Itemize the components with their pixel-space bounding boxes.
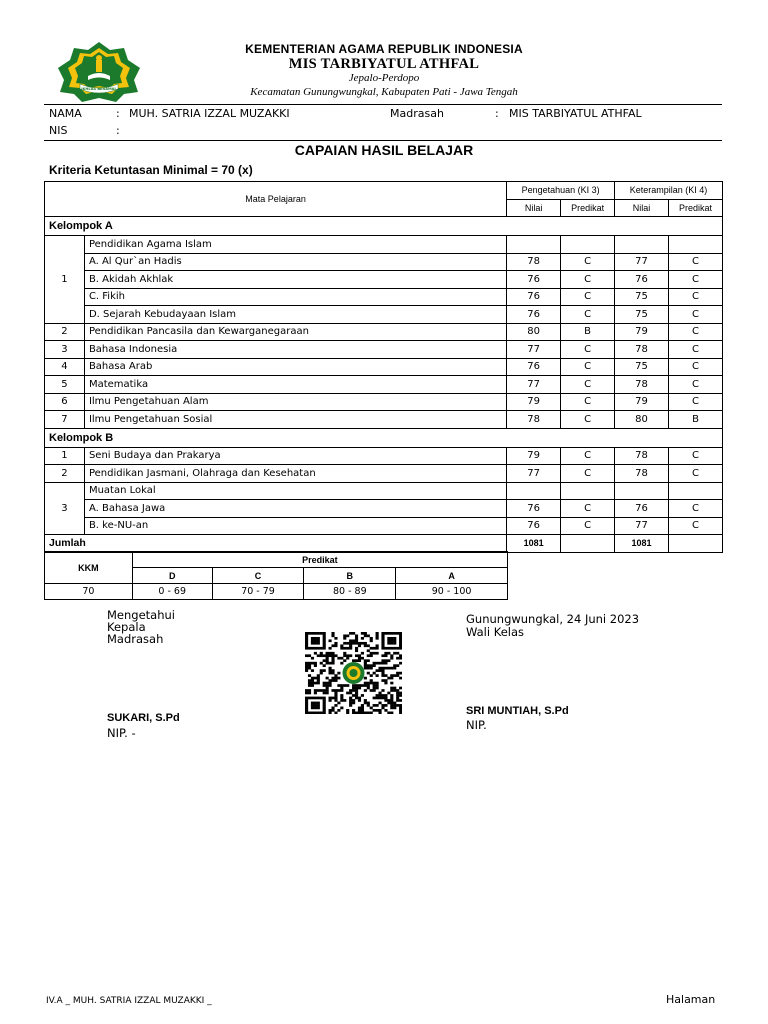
ki3-predikat: C bbox=[561, 411, 615, 429]
ki3-nilai: 78 bbox=[507, 411, 561, 429]
ki4-predikat: B bbox=[669, 411, 723, 429]
ki4-header: Keterampilan (KI 4) bbox=[615, 182, 723, 200]
subject-name: Pendidikan Pancasila dan Kewarganegaraan bbox=[84, 323, 506, 341]
village-name: Jepalo-Perdopo bbox=[348, 72, 420, 84]
jumlah-ki3-predikat bbox=[561, 535, 615, 553]
grade-letter-a: A bbox=[396, 568, 508, 584]
ki4-predikat bbox=[669, 482, 723, 500]
subject-name: B. Akidah Akhlak bbox=[84, 271, 506, 289]
ki3-nilai bbox=[507, 482, 561, 500]
ki3-predikat-header: Predikat bbox=[561, 199, 615, 217]
subject-name: Ilmu Pengetahuan Alam bbox=[84, 393, 506, 411]
table-row bbox=[45, 253, 723, 271]
ki3-predikat: C bbox=[561, 253, 615, 271]
ki4-nilai: 76 bbox=[615, 500, 669, 518]
nama-sep: : bbox=[116, 107, 120, 120]
ki3-predikat: C bbox=[561, 517, 615, 535]
row-number: 2 bbox=[45, 465, 85, 483]
ki3-predikat: C bbox=[561, 358, 615, 376]
ki4-predikat: C bbox=[669, 447, 723, 465]
ki4-nilai: 78 bbox=[615, 465, 669, 483]
grade-letter-d: D bbox=[132, 568, 212, 584]
ki3-predikat: C bbox=[561, 447, 615, 465]
ki3-predikat: C bbox=[561, 376, 615, 394]
predikat-header: Predikat bbox=[132, 552, 507, 568]
ki4-predikat: C bbox=[669, 323, 723, 341]
madrasah-sep: : bbox=[495, 107, 499, 120]
subject-name: B. ke-NU-an bbox=[84, 517, 506, 535]
table-row bbox=[45, 517, 723, 535]
subject-name: Muatan Lokal bbox=[84, 482, 506, 500]
ki3-nilai: 77 bbox=[507, 341, 561, 359]
ki4-nilai: 79 bbox=[615, 393, 669, 411]
subject-name: Ilmu Pengetahuan Sosial bbox=[84, 411, 506, 429]
ki3-predikat: C bbox=[561, 271, 615, 289]
ki4-predikat: C bbox=[669, 306, 723, 324]
subject-name: Pendidikan Jasmani, Olahraga dan Kesehatan bbox=[84, 465, 506, 483]
mengetahui-text: Mengetahui bbox=[107, 608, 175, 622]
table-row bbox=[45, 341, 723, 359]
group-b-label: Kelompok B bbox=[45, 428, 723, 447]
ki3-nilai: 77 bbox=[507, 376, 561, 394]
grade-range-a: 90 - 100 bbox=[396, 584, 508, 600]
ki3-predikat: C bbox=[561, 306, 615, 324]
ki4-predikat: C bbox=[669, 500, 723, 518]
table-row bbox=[45, 271, 723, 289]
report-title: CAPAIAN HASIL BELAJAR bbox=[294, 142, 474, 158]
jumlah-label: Jumlah bbox=[45, 535, 507, 553]
ki4-predikat: C bbox=[669, 358, 723, 376]
subject-name: A. Al Qur`an Hadis bbox=[84, 253, 506, 271]
subject-name: Bahasa Arab bbox=[84, 358, 506, 376]
ki3-nilai: 76 bbox=[507, 271, 561, 289]
table-row bbox=[45, 358, 723, 376]
row-number: 3 bbox=[45, 482, 85, 535]
jumlah-ki3: 1081 bbox=[507, 535, 561, 553]
table-row bbox=[45, 447, 723, 465]
table-row bbox=[45, 323, 723, 341]
madrasah-text: Madrasah bbox=[107, 632, 164, 646]
row-number: 1 bbox=[45, 447, 85, 465]
subject-name: C. Fikih bbox=[84, 288, 506, 306]
ki3-predikat: C bbox=[561, 393, 615, 411]
ki4-nilai: 78 bbox=[615, 341, 669, 359]
table-row bbox=[45, 482, 723, 500]
grade-letter-c: C bbox=[212, 568, 304, 584]
ki3-nilai: 76 bbox=[507, 517, 561, 535]
grade-range-b: 80 - 89 bbox=[304, 584, 396, 600]
header-divider-top bbox=[44, 104, 722, 105]
ki3-nilai: 79 bbox=[507, 447, 561, 465]
subject-name: A. Bahasa Jawa bbox=[84, 500, 506, 518]
ki3-nilai: 80 bbox=[507, 323, 561, 341]
table-row bbox=[45, 393, 723, 411]
ki4-nilai bbox=[615, 236, 669, 254]
madrasah-label: Madrasah bbox=[390, 107, 444, 120]
grade-range-d: 0 - 69 bbox=[132, 584, 212, 600]
ki4-predikat: C bbox=[669, 465, 723, 483]
ki3-predikat bbox=[561, 236, 615, 254]
ki4-nilai: 75 bbox=[615, 306, 669, 324]
subject-name: Matematika bbox=[84, 376, 506, 394]
ki3-predikat: C bbox=[561, 500, 615, 518]
ki3-nilai-header: Nilai bbox=[507, 199, 561, 217]
place-date: Gunungwungkal, 24 Juni 2023 bbox=[466, 612, 640, 626]
ki3-nilai: 77 bbox=[507, 465, 561, 483]
ki4-predikat: C bbox=[669, 253, 723, 271]
ki3-nilai: 78 bbox=[507, 253, 561, 271]
ki3-nilai: 76 bbox=[507, 306, 561, 324]
head-nip: NIP. - bbox=[107, 726, 136, 740]
table-row bbox=[45, 465, 723, 483]
ki4-predikat bbox=[669, 236, 723, 254]
ki3-predikat: C bbox=[561, 341, 615, 359]
district-name: Kecamatan Gunungwungkal, Kabupaten Pati - Jawa Tengah bbox=[250, 86, 518, 98]
school-name: MIS TARBIYATUL ATHFAL bbox=[288, 56, 480, 72]
ki4-nilai: 79 bbox=[615, 323, 669, 341]
ki3-predikat: C bbox=[561, 288, 615, 306]
ki4-nilai: 78 bbox=[615, 447, 669, 465]
ki4-predikat: C bbox=[669, 341, 723, 359]
grade-range-c: 70 - 79 bbox=[212, 584, 304, 600]
row-number: 2 bbox=[45, 323, 85, 341]
table-row bbox=[45, 288, 723, 306]
kkm-header: KKM bbox=[45, 552, 133, 584]
ki3-nilai: 76 bbox=[507, 288, 561, 306]
row-number: 6 bbox=[45, 393, 85, 411]
ki4-predikat-header: Predikat bbox=[669, 199, 723, 217]
header-divider-bottom bbox=[44, 140, 722, 141]
jumlah-ki4-predikat bbox=[669, 535, 723, 553]
ki3-nilai: 76 bbox=[507, 500, 561, 518]
footer-left: IV.A _ MUH. SATRIA IZZAL MUZAKKI _ bbox=[46, 996, 212, 1006]
grades-table bbox=[44, 181, 723, 553]
row-number: 5 bbox=[45, 376, 85, 394]
ki3-header: Pengetahuan (KI 3) bbox=[507, 182, 615, 200]
ki3-nilai: 79 bbox=[507, 393, 561, 411]
kkm-table bbox=[44, 551, 508, 600]
ki3-nilai: 76 bbox=[507, 358, 561, 376]
ki4-predikat: C bbox=[669, 517, 723, 535]
table-row bbox=[45, 411, 723, 429]
teacher-name: SRI MUNTIAH, S.Pd bbox=[466, 705, 569, 717]
subject-name: Seni Budaya dan Prakarya bbox=[84, 447, 506, 465]
table-row bbox=[45, 376, 723, 394]
ki4-nilai bbox=[615, 482, 669, 500]
nis-sep: : bbox=[116, 124, 120, 137]
ki4-nilai-header: Nilai bbox=[615, 199, 669, 217]
ki4-nilai: 78 bbox=[615, 376, 669, 394]
row-number: 3 bbox=[45, 341, 85, 359]
subject-name: D. Sejarah Kebudayaan Islam bbox=[84, 306, 506, 324]
ki4-nilai: 75 bbox=[615, 288, 669, 306]
ki4-nilai: 77 bbox=[615, 517, 669, 535]
jumlah-ki4: 1081 bbox=[615, 535, 669, 553]
ki4-predikat: C bbox=[669, 393, 723, 411]
table-row bbox=[45, 306, 723, 324]
ki4-predikat: C bbox=[669, 288, 723, 306]
ki4-nilai: 75 bbox=[615, 358, 669, 376]
ki4-nilai: 76 bbox=[615, 271, 669, 289]
teacher-nip: NIP. bbox=[466, 718, 487, 732]
kkm-value: 70 bbox=[45, 584, 133, 600]
kkm-criteria: Kriteria Ketuntasan Minimal = 70 (x) bbox=[49, 163, 253, 177]
subject-header: Mata Pelajaran bbox=[45, 182, 507, 217]
subject-name: Pendidikan Agama Islam bbox=[84, 236, 506, 254]
ki3-predikat: C bbox=[561, 465, 615, 483]
row-number: 1 bbox=[45, 236, 85, 324]
ki4-predikat: C bbox=[669, 271, 723, 289]
madrasah-value: MIS TARBIYATUL ATHFAL bbox=[509, 107, 642, 120]
kepala-text: Kepala bbox=[107, 620, 146, 634]
ki4-nilai: 80 bbox=[615, 411, 669, 429]
wali-kelas-text: Wali Kelas bbox=[466, 625, 525, 639]
subject-name: Bahasa Indonesia bbox=[84, 341, 506, 359]
nama-value: MUH. SATRIA IZZAL MUZAKKI bbox=[129, 107, 290, 120]
ki4-nilai: 77 bbox=[615, 253, 669, 271]
group-a-label: Kelompok A bbox=[45, 217, 723, 236]
nis-label: NIS bbox=[49, 124, 68, 137]
logo-ribbon-text: IKHLAS BERAMAL bbox=[81, 87, 117, 91]
ki3-predikat bbox=[561, 482, 615, 500]
row-number: 4 bbox=[45, 358, 85, 376]
grade-letter-b: B bbox=[304, 568, 396, 584]
footer-right: Halaman bbox=[666, 993, 716, 1006]
ki4-predikat: C bbox=[669, 376, 723, 394]
nama-label: NAMA bbox=[49, 107, 82, 120]
ministry-name: KEMENTERIAN AGAMA REPUBLIK INDONESIA bbox=[245, 42, 523, 56]
table-row bbox=[45, 500, 723, 518]
row-number: 7 bbox=[45, 411, 85, 429]
ki3-predikat: B bbox=[561, 323, 615, 341]
head-name: SUKARI, S.Pd bbox=[107, 712, 180, 724]
qr-code bbox=[305, 632, 402, 714]
ki3-nilai bbox=[507, 236, 561, 254]
table-row bbox=[45, 236, 723, 254]
